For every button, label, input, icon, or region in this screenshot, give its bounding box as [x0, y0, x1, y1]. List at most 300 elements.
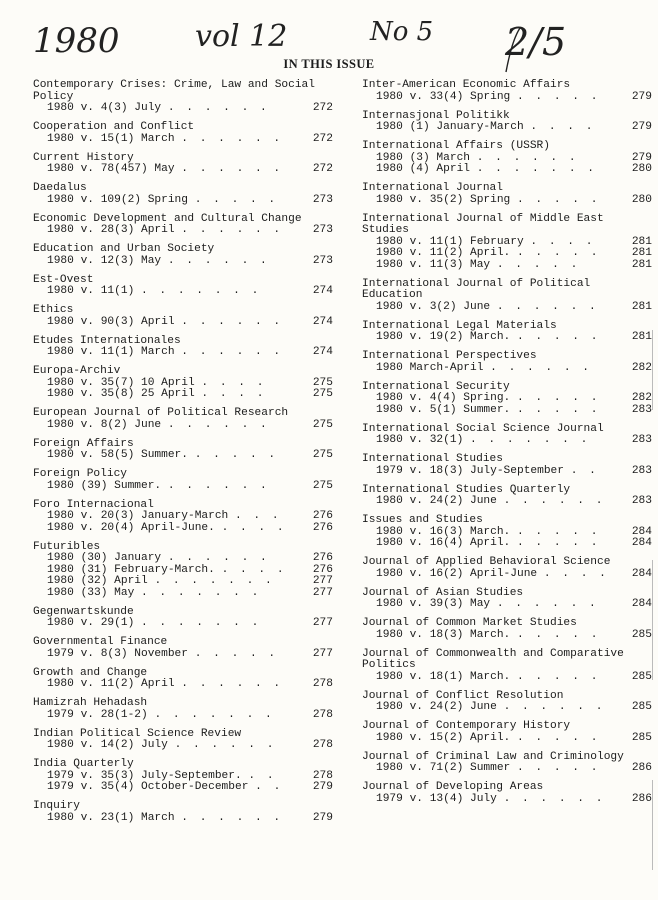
issue-citation: 1980 (32) April	[47, 575, 148, 587]
dot-leader: . . . . .	[194, 449, 278, 461]
journal-title: Daedalus	[33, 182, 87, 194]
journal-title: Issues and Studies	[362, 514, 483, 526]
journal-entry	[362, 382, 652, 417]
dot-leader: . . . . .	[517, 537, 600, 549]
issue-citation: 1980 v. 35(2) Spring	[376, 193, 511, 206]
page-number: 286	[631, 792, 652, 805]
issue-line	[362, 702, 652, 714]
issue-citation: 1979 v. 18(3) July-September	[376, 464, 564, 477]
issue-line	[362, 363, 652, 375]
dot-leader: . . . . . .	[181, 811, 283, 824]
issue-line	[362, 435, 652, 447]
journal-entry	[362, 321, 652, 344]
issue-line	[33, 813, 333, 825]
page-number: 277	[312, 575, 333, 587]
issue-line	[33, 588, 333, 600]
issue-line	[362, 164, 652, 176]
journal-title: Cooperation and Conflict	[33, 121, 195, 133]
dot-leader: . . . . .	[517, 90, 600, 103]
issue-line	[362, 122, 652, 134]
issue-line	[33, 103, 333, 115]
journal-title: Current History	[33, 151, 134, 164]
journal-title: Hamizrah Hehadash	[33, 697, 148, 709]
handwritten-volume: vol 12	[195, 19, 288, 54]
journal-title: Journal of Commonwealth and Comparative Politics	[362, 647, 631, 671]
dot-leader: . . . . . . .	[154, 708, 275, 721]
journal-entry	[33, 542, 333, 600]
dot-leader: . . . . . .	[167, 552, 270, 564]
page-number: 278	[312, 769, 333, 782]
page-number: 283	[631, 403, 652, 416]
dot-leader: . . . . . . .	[154, 575, 275, 587]
page-number: 283	[631, 464, 652, 477]
issue-line	[362, 195, 652, 207]
issue-citation: 1980 v. 4(3) July	[47, 102, 162, 114]
page-number: 276	[312, 552, 333, 564]
dot-leader: . . . . . . .	[141, 586, 261, 599]
journal-entry	[33, 637, 333, 660]
journal-entry	[362, 214, 652, 272]
page-number: 285	[631, 701, 652, 713]
dot-leader: . .	[570, 464, 599, 477]
page-number: 274	[312, 315, 333, 328]
page-number: 285	[631, 628, 652, 641]
dot-leader: . . . . . .	[167, 102, 270, 114]
issue-line	[33, 420, 333, 432]
journal-entry	[33, 366, 333, 401]
dot-leader: . . . . .	[517, 247, 600, 259]
page-number: 281	[631, 247, 652, 259]
issue-citation: 1980 v. 58(5) Summer.	[47, 449, 188, 461]
issue-citation: 1980 v. 33(4) Spring	[376, 90, 511, 103]
journal-entry	[362, 649, 652, 684]
page-number: 275	[312, 479, 333, 492]
handwritten-year: 1980	[33, 21, 120, 61]
issue-citation: 1980 v. 11(1) February	[376, 235, 524, 248]
issue-citation: 1979 v. 8(3) November	[47, 647, 188, 660]
page-number: 277	[312, 647, 333, 660]
dot-leader: . . . . . .	[490, 361, 592, 374]
journal-title: Governmental Finance	[33, 636, 168, 648]
dot-leader: . . . . . .	[496, 300, 599, 313]
issue-citation: 1980 v. 16(4) April.	[376, 537, 511, 549]
journal-title: Economic Development and Cultural Change	[33, 212, 302, 225]
page-number: 284	[631, 598, 652, 610]
issue-line	[33, 450, 333, 462]
issue-line	[362, 763, 652, 775]
dot-leader: . . . . .	[517, 392, 600, 404]
journal-title: Contemporary Crises: Crime, Law and Social Policy	[33, 79, 322, 103]
journal-title: Journal of Developing Areas	[362, 781, 544, 793]
page-number: 274	[312, 346, 333, 358]
issue-citation: 1980 v. 15(2) April.	[376, 731, 511, 744]
issue-line	[33, 523, 333, 535]
journal-entry	[33, 183, 333, 206]
contents-column-left	[33, 80, 333, 832]
dot-leader: . . . .	[530, 121, 595, 133]
page-number: 276	[312, 521, 333, 534]
journal-title: Etudes Internationales	[33, 334, 181, 347]
journal-title: Education and Urban Society	[33, 243, 215, 255]
journal-entry	[362, 782, 652, 805]
journal-title: Inquiry	[33, 800, 80, 812]
issue-citation: 1980 v. 11(1) March	[47, 346, 175, 358]
dot-leader: . . . . .	[517, 762, 600, 774]
journal-entry	[33, 801, 333, 824]
dot-leader: . . .	[235, 510, 282, 522]
issue-citation: 1980 v. 28(3) April	[47, 224, 175, 236]
journal-title: International Legal Materials	[362, 319, 557, 332]
issue-line	[33, 134, 333, 146]
dot-leader: . . . . .	[517, 731, 600, 744]
issue-citation: 1979 v. 13(4) July	[376, 792, 497, 805]
dot-leader: . . . . .	[517, 670, 600, 683]
journal-entry	[362, 111, 652, 134]
issue-line	[33, 710, 333, 722]
page-number: 276	[312, 510, 333, 522]
journal-title: Est-Ovest	[33, 273, 94, 286]
page-number: 273	[312, 193, 333, 206]
issue-citation: 1980 v. 11(2) April.	[376, 247, 511, 259]
issue-line	[33, 679, 333, 691]
journal-entry	[33, 275, 333, 298]
issue-line	[33, 389, 333, 401]
page-number: 285	[631, 670, 652, 683]
dot-leader: . . . .	[530, 235, 595, 248]
page-number: 280	[631, 193, 652, 206]
journal-title: Indian Political Science Review	[33, 727, 242, 740]
issue-line	[362, 733, 652, 745]
issue-line	[362, 569, 652, 581]
page-number: 277	[312, 617, 333, 629]
issue-citation: 1980 v. 24(2) June	[376, 701, 497, 713]
issue-line	[362, 630, 652, 642]
issue-line	[362, 405, 652, 417]
journal-title: India Quarterly	[33, 758, 134, 770]
issue-citation: 1980 v. 5(1) Summer.	[376, 403, 511, 416]
page-number: 284	[631, 537, 652, 549]
issue-citation: 1980 v. 16(3) March.	[376, 525, 511, 538]
journal-title: Foro Internacional	[33, 498, 154, 511]
issue-line	[362, 332, 652, 344]
issue-citation: 1980 v. 11(3) May	[376, 258, 491, 271]
issue-line	[33, 317, 333, 329]
journal-title: Journal of Criminal Law and Criminology	[362, 750, 624, 763]
scan-edge-line	[652, 330, 653, 410]
journal-title: Journal of Asian Studies	[362, 586, 524, 599]
journal-title: Journal of Contemporary History	[362, 720, 571, 732]
issue-line	[33, 286, 333, 298]
issue-citation: 1980 v. 8(2) June	[47, 418, 162, 431]
handwritten-fraction: 2/5	[505, 20, 567, 64]
journal-entry	[362, 141, 652, 176]
contents-column-right	[362, 80, 652, 813]
issue-line	[33, 481, 333, 493]
issue-line	[33, 256, 333, 268]
issue-citation: 1980 v. 24(2) June	[376, 495, 497, 507]
issue-citation: 1980 v. 15(1) March	[47, 132, 175, 145]
issue-citation: 1980 v. 109(2) Spring	[47, 193, 188, 206]
page-number: 283	[631, 434, 652, 446]
journal-entry	[362, 183, 652, 206]
issue-citation: 1980 v. 29(1)	[47, 617, 135, 629]
dot-leader: . . . . . . .	[476, 163, 597, 175]
issue-citation: 1980 v. 20(4) April-June.	[47, 521, 215, 534]
issue-line	[33, 618, 333, 630]
dot-leader: . . . . . .	[167, 479, 270, 492]
journal-entry	[33, 214, 333, 237]
dot-leader: . . . . . .	[167, 254, 270, 267]
journal-title: Journal of Applied Behavioral Science	[362, 556, 611, 568]
issue-line	[33, 195, 333, 207]
issue-line	[33, 164, 333, 176]
scan-edge-line	[652, 560, 653, 680]
journal-entry	[33, 469, 333, 492]
issue-citation: 1980 (39) Summer.	[47, 479, 162, 492]
dot-leader: . . . . . .	[181, 346, 283, 358]
page-number: 282	[631, 392, 652, 404]
dot-leader: . .	[255, 781, 283, 793]
issue-line	[362, 496, 652, 508]
journal-entry	[362, 454, 652, 477]
page-number: 278	[312, 678, 333, 690]
dot-leader: . . . . . .	[181, 163, 283, 175]
page-number: 275	[312, 388, 333, 400]
journal-entry	[362, 618, 652, 641]
page-number: 281	[631, 235, 652, 248]
journal-entry	[33, 759, 333, 794]
issue-citation: 1980 v. 23(1) March	[47, 811, 175, 824]
page-number: 275	[312, 376, 333, 389]
issue-line	[33, 740, 333, 752]
issue-line	[33, 649, 333, 661]
handwritten-number: No 5	[370, 17, 434, 47]
dot-leader: . . . . . . .	[141, 285, 261, 297]
dot-leader: . . . . .	[496, 258, 580, 271]
issue-line	[362, 92, 652, 104]
issue-citation: 1980 (33) May	[47, 586, 135, 599]
dot-leader: . . . .	[201, 388, 266, 400]
issue-line	[362, 794, 652, 806]
journal-entry	[33, 336, 333, 359]
issue-citation: 1980 v. 32(1)	[376, 434, 464, 446]
dot-leader: . . . . .	[194, 193, 278, 206]
page-number: 277	[312, 586, 333, 599]
dot-leader: . .	[248, 769, 277, 782]
journal-entry	[362, 691, 652, 714]
journal-entry	[33, 153, 333, 176]
page-number: 272	[312, 132, 333, 145]
page-number: 273	[312, 254, 333, 267]
page-number: 274	[312, 285, 333, 297]
page-number: 286	[631, 762, 652, 774]
journal-entry	[362, 588, 652, 611]
journal-title: Internasjonal Politikk	[362, 109, 510, 122]
issue-line	[362, 466, 652, 478]
dot-leader: . . . . . .	[181, 315, 283, 328]
journal-title: International Studies	[362, 453, 503, 465]
issue-citation: 1980 v. 4(4) Spring.	[376, 392, 511, 404]
page-number: 280	[631, 163, 652, 175]
page-number: 278	[312, 739, 333, 751]
page-number: 273	[312, 224, 333, 236]
page-number: 279	[631, 121, 652, 133]
journal-entry	[33, 408, 333, 431]
issue-citation: 1980 (31) February-March.	[47, 563, 215, 576]
issue-citation: 1980 v. 12(3) May	[47, 254, 162, 267]
issue-citation: 1980 v. 11(2) April	[47, 678, 175, 690]
issue-line	[33, 782, 333, 794]
issue-line	[362, 302, 652, 314]
issue-citation: 1980 March-April	[376, 361, 484, 374]
page-number: 272	[312, 102, 333, 114]
journal-entry	[33, 668, 333, 691]
journal-entry	[33, 80, 333, 115]
dot-leader: . . . . .	[517, 525, 600, 538]
dot-leader: . . . . . . .	[141, 617, 261, 629]
issue-citation: 1980 v. 3(2) June	[376, 300, 491, 313]
dot-leader: . . . . . .	[503, 495, 605, 507]
dot-leader: . . . . . .	[167, 418, 270, 431]
dot-leader: . . . . .	[194, 647, 278, 660]
issue-citation: 1980 (30) January	[47, 552, 162, 564]
journal-title: Ethics	[33, 304, 74, 316]
journal-title: International Perspectives	[362, 350, 537, 362]
page-number: 279	[631, 151, 652, 164]
dot-leader: . . . . . .	[503, 701, 605, 713]
issue-citation: 1980 v. 18(1) March.	[376, 670, 511, 683]
journal-title: International Affairs (USSR)	[362, 140, 550, 152]
journal-title: Journal of Common Market Studies	[362, 617, 577, 629]
page-number: 275	[312, 418, 333, 431]
dot-leader: . . . .	[543, 567, 609, 580]
dot-leader: . . . . .	[517, 628, 600, 641]
issue-citation: 1980 v. 18(3) March.	[376, 628, 511, 641]
journal-entry	[362, 351, 652, 374]
journal-title: International Studies Quarterly	[362, 483, 571, 496]
issue-citation: 1980 (3) March	[376, 151, 470, 164]
issue-citation: 1980 v. 78(457) May	[47, 163, 175, 175]
issue-citation: 1980 (4) April	[376, 163, 470, 175]
journal-entry	[362, 279, 652, 314]
page-title: IN THIS ISSUE	[283, 57, 375, 71]
page-number: 282	[631, 361, 652, 374]
scan-edge-line	[652, 780, 653, 870]
journal-entry	[33, 607, 333, 630]
page-number: 284	[631, 525, 652, 538]
journal-title: International Journal of Middle East Studies	[362, 212, 611, 236]
journal-entry	[33, 305, 333, 328]
journal-title: International Security	[362, 380, 510, 393]
journal-title: International Social Science Journal	[362, 422, 604, 435]
issue-line	[33, 225, 333, 237]
dot-leader: . . . .	[201, 376, 266, 389]
journal-title: Futuribles	[33, 540, 101, 553]
page-number: 278	[312, 708, 333, 721]
journal-title: Journal of Conflict Resolution	[362, 689, 564, 702]
journal-entry	[362, 752, 652, 775]
issue-line	[362, 260, 652, 272]
journal-title: Gegenwartskunde	[33, 605, 134, 618]
dot-leader: . . . . . .	[181, 678, 283, 690]
issue-line	[362, 599, 652, 611]
journal-title: International Journal	[362, 182, 503, 194]
journal-title: Foreign Policy	[33, 468, 127, 480]
journal-entry	[33, 244, 333, 267]
journal-entry	[33, 729, 333, 752]
dot-leader: . . . . .	[517, 403, 600, 416]
issue-citation: 1980 (1) January-March	[376, 121, 524, 133]
dot-leader: . . . . . .	[174, 739, 276, 751]
journal-entry	[362, 515, 652, 550]
issue-citation: 1980 v. 90(3) April	[47, 315, 175, 328]
journal-title: International Journal of Political Education	[362, 277, 597, 301]
issue-citation: 1979 v. 35(3) July-September.	[47, 769, 242, 782]
journal-title: Inter-American Economic Affairs	[362, 79, 571, 91]
issue-citation: 1980 v. 11(1)	[47, 285, 135, 297]
page-number: 279	[631, 90, 652, 103]
issue-citation: 1980 v. 16(2) April-June	[376, 567, 538, 580]
dot-leader: . . . . . .	[503, 792, 605, 805]
issue-citation: 1980 v. 14(2) July	[47, 739, 168, 751]
page-number: 281	[631, 258, 652, 271]
dot-leader: . . . . .	[517, 193, 600, 206]
journal-entry	[33, 439, 333, 462]
dot-leader: . . . . . .	[476, 151, 579, 164]
issue-citation: 1979 v. 35(4) October-December	[47, 781, 249, 793]
page-number: 279	[312, 781, 333, 793]
journal-entry	[362, 557, 652, 580]
dot-leader: . . . . . . .	[470, 434, 590, 446]
dot-leader: . . . . . .	[496, 598, 599, 610]
dot-leader: . . . .	[221, 563, 287, 576]
issue-line	[362, 672, 652, 684]
journal-entry	[33, 698, 333, 721]
page-number: 281	[631, 331, 652, 343]
issue-citation: 1980 v. 35(7) 10 April	[47, 376, 195, 389]
journal-entry	[362, 424, 652, 447]
page-number: 275	[312, 449, 333, 461]
page-number: 281	[631, 300, 652, 313]
dot-leader: . . . . . .	[181, 224, 283, 236]
issue-citation: 1980 v. 20(3) January-March	[47, 510, 229, 522]
issue-citation: 1980 v. 39(3) May	[376, 598, 491, 610]
journal-title: European Journal of Political Research	[33, 407, 289, 419]
issue-citation: 1979 v. 28(1-2)	[47, 708, 148, 721]
page-number: 283	[631, 495, 652, 507]
journal-entry	[362, 485, 652, 508]
issue-line	[33, 347, 333, 359]
page-number: 279	[312, 811, 333, 824]
issue-citation: 1980 v. 19(2) March.	[376, 331, 511, 343]
journal-title: Growth and Change	[33, 666, 148, 679]
journal-title: Europa-Archiv	[33, 365, 121, 377]
journal-entry	[33, 122, 333, 145]
journal-title: Foreign Affairs	[33, 437, 134, 450]
issue-citation: 1980 v. 35(8) 25 April	[47, 388, 195, 400]
dot-leader: . . . .	[221, 521, 287, 534]
journal-entry	[362, 80, 652, 103]
issue-line	[362, 538, 652, 550]
dot-leader: . . . . . .	[181, 132, 283, 145]
page-number: 284	[631, 567, 652, 580]
journal-entry	[33, 500, 333, 535]
dot-leader: . . . . .	[517, 331, 600, 343]
journal-entry	[362, 721, 652, 744]
page-number: 285	[631, 731, 652, 744]
page-number: 272	[312, 163, 333, 175]
page-number: 276	[312, 563, 333, 576]
